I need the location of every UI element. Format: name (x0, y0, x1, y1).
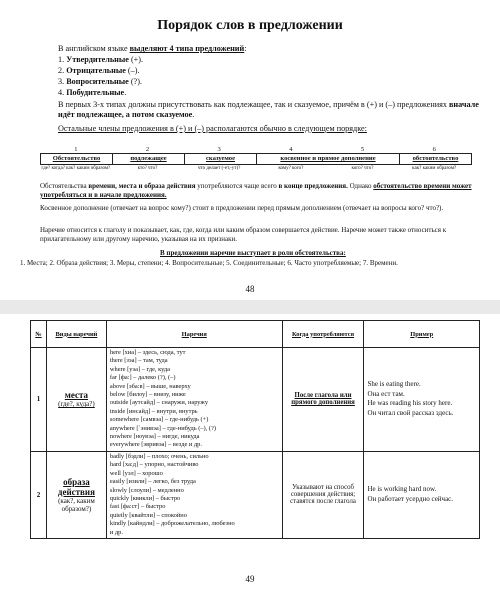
intro-end: : (244, 44, 247, 53)
example-line: Он читал свой рассказ здесь. (367, 408, 454, 417)
para1-c: употребляются чаще всего (195, 182, 279, 190)
type-item-2 (58, 66, 488, 76)
header-num: № (31, 321, 47, 348)
page-49 (0, 314, 500, 595)
order-intro: Остальные члены предложения в (+) и (–) располагаются обычно в следующем порядке: (58, 124, 367, 133)
order-questions (40, 166, 470, 171)
usage-cell: После глагола или прямого дополнения (282, 348, 364, 452)
order-number: 1 (74, 146, 78, 153)
adverb-type: образа действия (57, 476, 95, 497)
order-cell: подлежащее (113, 154, 185, 164)
adverb-entry: above [эба:в] – выше, наверху (109, 382, 191, 390)
para1-a: Обстоятельства (40, 182, 89, 190)
order-cell: косвенное и прямое дополнение (257, 154, 400, 164)
adverbs-cell (106, 451, 282, 538)
adverb-entry: below [билоу] – внизу, ниже (109, 391, 186, 399)
role-heading: В предложении наречие выступает в роли обстоятельства: (160, 249, 346, 257)
type-num: 4. (58, 88, 65, 97)
word-order-box (40, 153, 472, 165)
order-number: 4 (289, 146, 293, 153)
adverb-entry: where [уэа] – где, куда (109, 365, 171, 373)
adverb-entry: well [уэл] – хорошо (109, 469, 163, 477)
order-number: 5 (360, 146, 365, 153)
table-row (31, 451, 480, 538)
row-num: 1 (31, 348, 47, 452)
adverb-entry: anywhere [`энивэа] – где-нибудь (–), (?) (109, 424, 216, 432)
header-example: Пример (364, 321, 480, 348)
role-list: 1. Места; 2. Образа действия; 3. Меры, степени; 4. Вопросительные; 5. Соединительные; 6. Часто употребляемые; 7. Времени. (20, 259, 398, 267)
header-type: Виды наречий (46, 321, 106, 348)
order-number: 3 (217, 146, 221, 153)
type-item-3 (58, 77, 488, 87)
intro-bold: выделяют 4 типа предложений (129, 44, 245, 53)
adverb-entry: fast [фа:ст] – быстро (109, 503, 166, 511)
order-question: что делает (-ет,-ут)? (198, 166, 241, 171)
row-num: 2 (31, 451, 47, 538)
table-header-row (31, 321, 480, 348)
type-mark: . (124, 88, 127, 97)
adverb-entry: kindly [кайндли] – доброжелательно, любезно (109, 520, 235, 528)
example-line: He was reading his story here. (367, 399, 453, 408)
adverbs-cell (106, 348, 282, 452)
example-line: She is eating there. (367, 380, 421, 389)
example-cell (364, 451, 480, 538)
type-mark: (–). (125, 66, 140, 75)
adverb-entry: slowly [слоули] – медленно (109, 486, 184, 494)
adverb-entry: quietly [квайтли] – спокойно (109, 511, 187, 519)
rule-bold: вначале идёт подлежащее, а потом сказуемое (58, 100, 479, 119)
example-line: Он работает усердно сейчас. (367, 494, 454, 503)
adverb-type-question: (как?, каким образом?) (58, 496, 95, 513)
type-num: 3. (58, 77, 65, 86)
paragraph-circumstances (40, 182, 480, 200)
type-name: Вопросительные (66, 77, 129, 86)
para1-e: Однако (347, 182, 374, 190)
type-num: 1. (58, 55, 65, 64)
order-number: 6 (432, 146, 436, 153)
order-question: кого? что? (351, 166, 374, 171)
order-cell: Обстоятельство (41, 154, 113, 164)
para1-b: времени, места и образа действия (88, 182, 196, 190)
page-number: 48 (245, 284, 255, 294)
table-row (31, 348, 480, 452)
header-when: Когда употребляются (282, 321, 364, 348)
paragraph-adverb: Наречие относится к глаголу и показывает, как, где, когда или каким образом совершается действие. Наречие может также относиться к прилагательному или другому наречию, указывая на их признаки. (40, 226, 447, 243)
adverb-type: места (64, 390, 89, 401)
rule-text: В первых 3-х типах должны присутствовать как подлежащее, так и сказуемое, причём в (+) и (–) предложениях (58, 100, 449, 109)
example-cell (364, 348, 480, 452)
order-number: 2 (145, 146, 150, 153)
type-mark: (+). (128, 55, 144, 64)
example-line: Она ест там. (367, 389, 405, 398)
type-item-4 (58, 88, 488, 98)
adverb-entry: everywhere [эвривэа] – везде и др. (109, 441, 202, 449)
adverb-entry: inside [инсайд] – внутри, внутрь (109, 407, 198, 415)
type-num: 2. (58, 66, 65, 75)
order-question: как? каким образом? (412, 166, 457, 171)
para1-d: в конце предложения. (278, 182, 348, 190)
page-gap (0, 300, 500, 314)
adverb-entry: there [зэа] – там, туда (109, 357, 168, 365)
usage-cell: Указывают на способ совершения действия; ставятся после глагола (282, 451, 364, 538)
type-cell (46, 348, 106, 452)
type-item-1 (58, 55, 488, 65)
para1-f: обстоятельство времени может употребляться и в начале предложения. (40, 182, 472, 199)
adverb-entry: quickly [квикли] – быстро (109, 494, 181, 502)
adverb-entry: и др. (109, 528, 123, 536)
adverb-entry: outside [аутсайд] – снаружи, наружу (109, 399, 209, 407)
adverb-entry: hard [ха:д] – упорно, настойчиво (109, 461, 199, 469)
adverb-entry: easily [изили] – легко, без труда (109, 478, 196, 486)
type-cell (46, 451, 106, 538)
intro-line (58, 44, 488, 54)
order-question: кому? кого? (278, 166, 304, 171)
adverbs-table (30, 320, 480, 539)
adverb-entry: far [фа:] – далеко (?), (–) (109, 374, 176, 382)
rule-end: . (192, 110, 195, 119)
type-name: Побудительные (66, 88, 125, 97)
intro-plain: В английском языке (58, 44, 130, 53)
example-line: He is working hard now. (367, 485, 437, 494)
order-question: где? когда? как? каким образом? (41, 166, 111, 171)
adverb-entry: here [хиа] – здесь, сюда, тут (109, 349, 186, 356)
page-title: Порядок слов в предложении (157, 18, 343, 33)
order-question: кто? что? (137, 166, 158, 171)
type-name: Утвердительные (66, 55, 129, 64)
header-adverbs: Наречия (106, 321, 282, 348)
adverb-entry: nowhere [ноувэа] – нигде, никуда (109, 433, 200, 441)
type-name: Отрицательные (66, 66, 126, 75)
adverb-entry: badly [бэдли] – плохо; очень, сильно (109, 452, 209, 460)
type-mark: (?). (128, 77, 142, 86)
paragraph-objects: Косвенное дополнение (отвечает на вопрос кому?) стоит в предложении перед прямым дополнением (отвечает на вопросы кого? что?). (40, 204, 444, 212)
order-numbers (40, 146, 470, 153)
rule-paragraph (58, 100, 488, 120)
page-number: 49 (245, 574, 255, 584)
adverb-entry: somewhere [самвэа] – где-нибудь (+) (109, 416, 209, 424)
order-cell: сказуемое (185, 154, 257, 164)
order-cell: обстоятельство (412, 155, 459, 162)
adverb-type-question: (где?, куда?) (58, 400, 95, 409)
